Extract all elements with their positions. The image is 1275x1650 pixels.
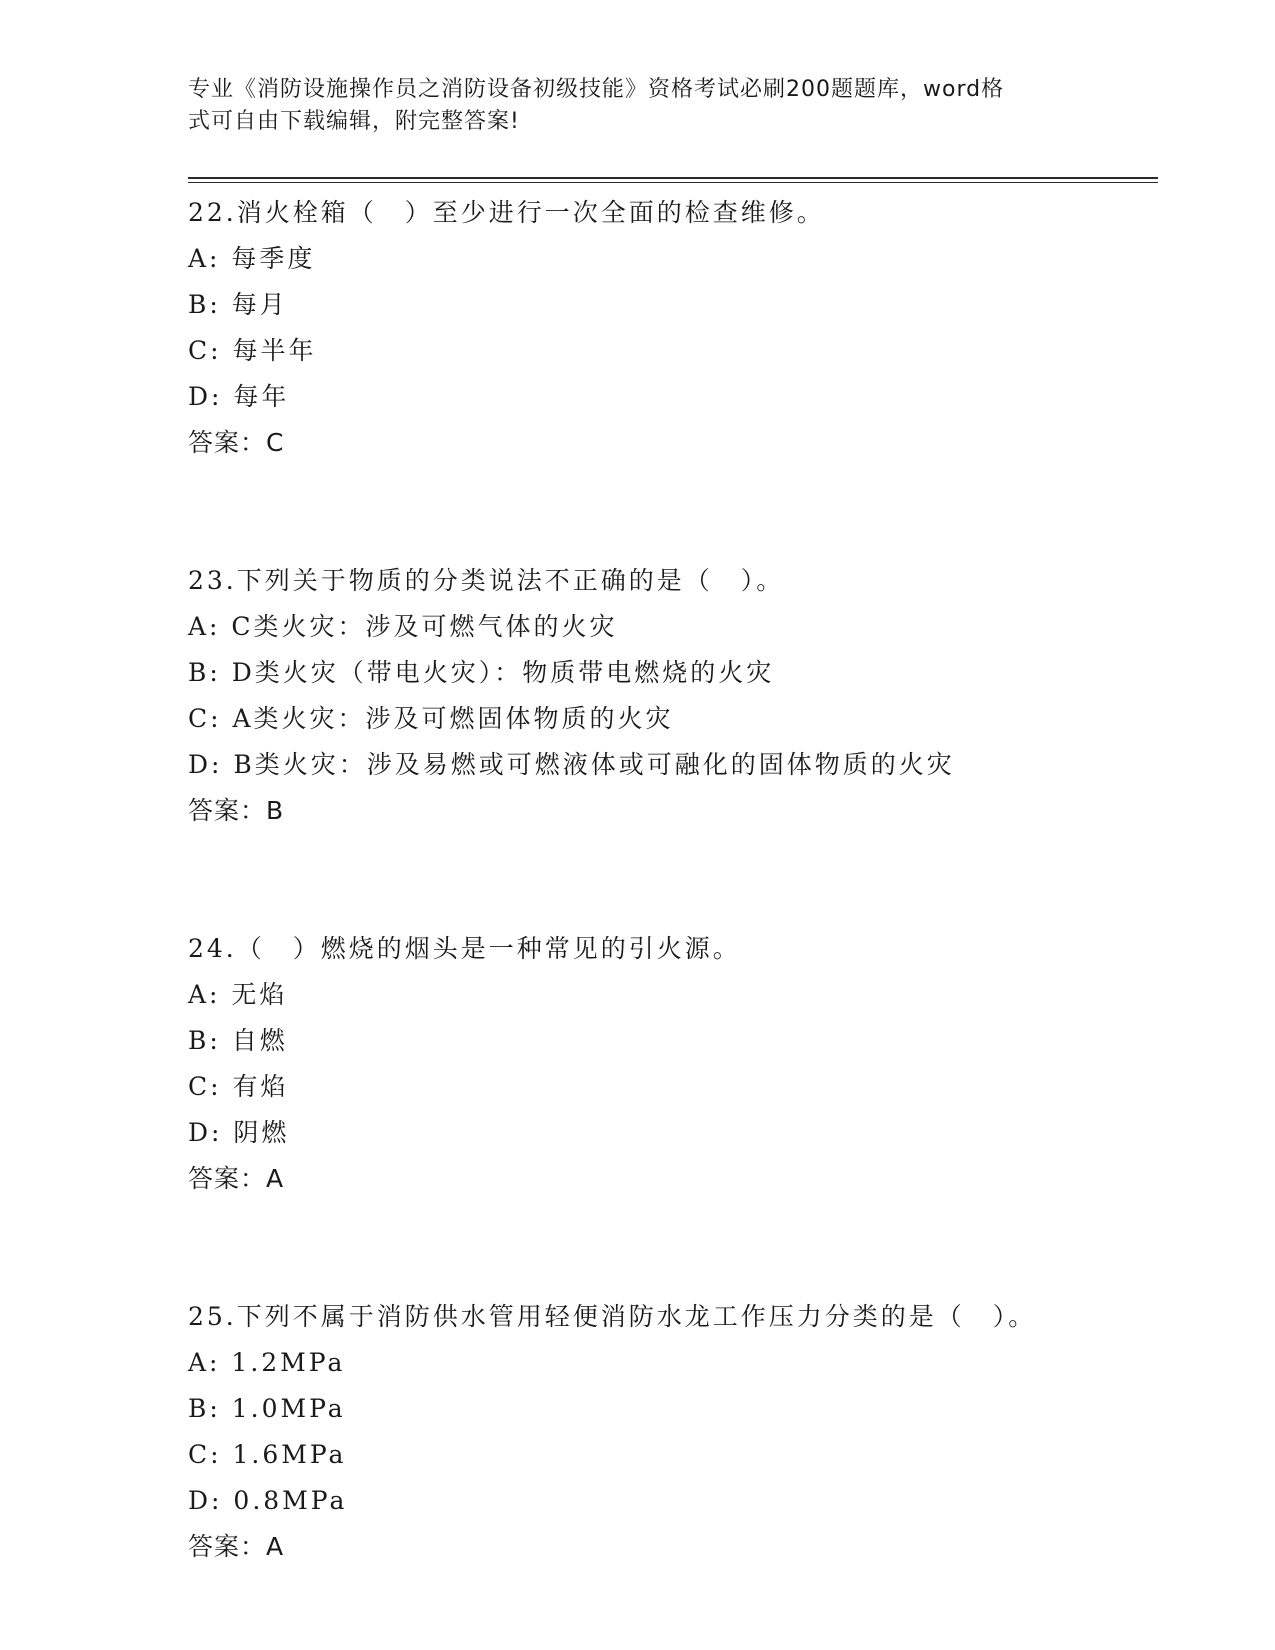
answer: 答案：A [188,1164,285,1193]
option-a: A: 1.2MPa [188,1348,346,1377]
answer: 答案：B [188,796,285,825]
header-line-2: 式可自由下载编辑，附完整答案! [188,109,520,134]
header-divider-thin [188,182,1158,183]
option-b: B: D类火灾（带电火灾）：物质带电燃烧的火灾 [188,658,775,687]
question-stem: 23.下列关于物质的分类说法不正确的是（ ）。 [188,566,785,595]
question-list [188,190,1188,1570]
question-stem: 22.消火栓箱（ ）至少进行一次全面的检查维修。 [188,198,825,227]
option-b: B: 每月 [188,290,288,319]
option-a: A: C类火灾：涉及可燃气体的火灾 [188,612,618,641]
option-a: A: 无焰 [188,980,288,1009]
option-d: D: B类火灾：涉及易燃或可燃液体或可融化的固体物质的火灾 [188,750,955,779]
question-23 [188,558,1188,834]
option-d: D: 阴燃 [188,1118,290,1147]
question-24 [188,926,1188,1202]
answer: 答案：A [188,1532,285,1561]
question-22 [188,190,1188,466]
question-stem: 25.下列不属于消防供水管用轻便消防水龙工作压力分类的是（ ）。 [188,1302,1037,1331]
question-stem: 24.（ ）燃烧的烟头是一种常见的引火源。 [188,934,741,963]
option-c: C: 每半年 [188,336,317,365]
option-c: C: A类火灾：涉及可燃固体物质的火灾 [188,704,674,733]
option-b: B: 1.0MPa [188,1394,346,1423]
header-divider-thick [188,177,1158,179]
question-spacer [188,466,1188,558]
option-a: A: 每季度 [188,244,316,273]
header-line-1: 专业《消防设施操作员之消防设备初级技能》资格考试必刷200题题库，word格 [188,77,1005,102]
question-spacer [188,834,1188,926]
option-d: D: 每年 [188,382,290,411]
option-c: C: 1.6MPa [188,1440,347,1469]
question-spacer [188,1202,1188,1294]
option-c: C: 有焰 [188,1072,289,1101]
document-header [188,74,1068,138]
option-b: B: 自燃 [188,1026,288,1055]
question-25 [188,1294,1188,1570]
option-d: D: 0.8MPa [188,1486,348,1515]
answer: 答案：C [188,428,285,457]
